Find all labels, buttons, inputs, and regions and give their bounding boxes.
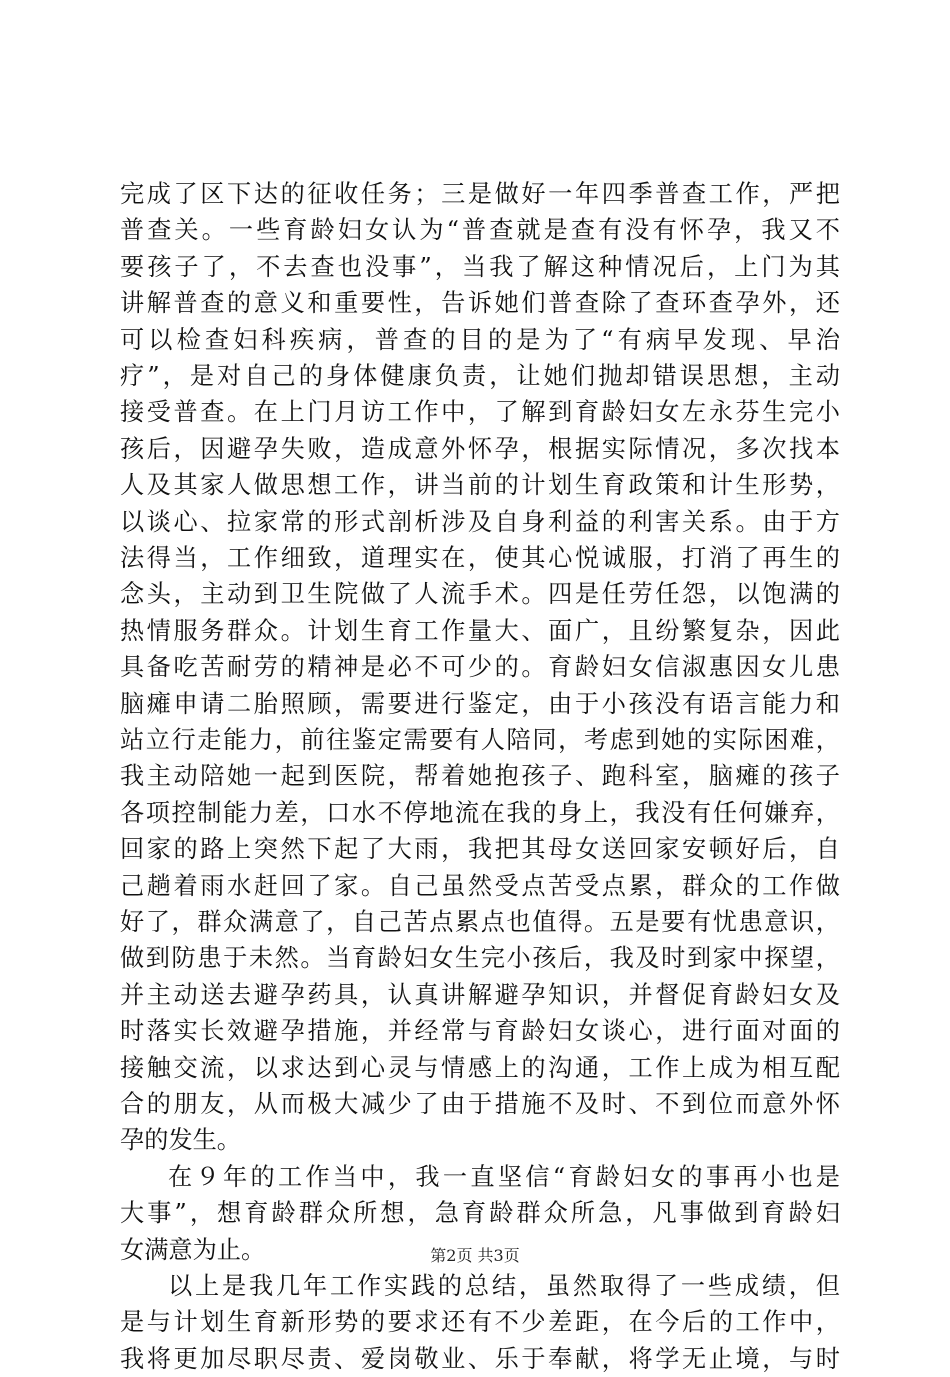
text-line: 是与计划生育新形势的要求还有不少差距，在今后的工作中， — [120, 1308, 840, 1337]
text-line: 脑瘫申请二胎照顾，需要进行鉴定，由于小孩没有语言能力和 — [120, 689, 840, 718]
text-line: 讲解普查的意义和重要性，告诉她们普查除了查环查孕外，还 — [120, 289, 840, 318]
text-line: 法得当，工作细致，道理实在，使其心悦诚服，打消了再生的 — [120, 544, 840, 572]
text-line: 我主动陪她一起到医院，帮着她抱孩子、跑科室，脑瘫的孩子 — [120, 762, 840, 791]
text-line: 合的朋友，从而极大减少了由于措施不及时、不到位而意外怀 — [120, 1090, 840, 1118]
text-line: 可以检查妇科疾病，普查的目的是为了“有病早发现、早治 — [120, 325, 840, 354]
text-line: 完成了区下达的征收任务；三是做好一年四季普查工作，严把 — [120, 180, 840, 208]
text-line: 疗”，是对自己的身体健康负责，让她们抛却错误思想，主动 — [120, 362, 840, 390]
text-line: 具备吃苦耐劳的精神是必不可少的。育龄妇女信淑惠因女儿患 — [120, 653, 840, 682]
text-line: 我将更加尽职尽责、爱岗敬业、乐于奉献，将学无止境，与时 — [120, 1344, 840, 1373]
text-line: 以谈心、拉家常的形式剖析涉及自身利益的利害关系。由于方 — [120, 507, 840, 536]
text-line: 热情服务群众。计划生育工作量大、面广，且纷繁复杂，因此 — [120, 616, 840, 645]
text-line: 大事”，想育龄群众所想，急育龄群众所急，凡事做到育龄妇 — [120, 1199, 840, 1228]
text-line: 站立行走能力，前往鉴定需要有人陪同，考虑到她的实际困难， — [120, 726, 840, 754]
page-footer: 第2页 共3页 — [430, 1246, 520, 1265]
text-line: 各项控制能力差，口水不停地流在我的身上，我没有任何嫌弃， — [120, 798, 840, 827]
text-line: 并主动送去避孕药具，认真讲解避孕知识，并督促育龄妇女及 — [120, 980, 840, 1009]
text-line: 回家的路上突然下起了大雨，我把其母女送回家安顿好后，自 — [120, 835, 840, 864]
text-line: 孩后，因避孕失败，造成意外怀孕，根据实际情况，多次找本 — [120, 434, 840, 463]
text-line: 孕的发生。 — [120, 1126, 241, 1155]
text-line: 时落实长效避孕措施，并经常与育龄妇女谈心，进行面对面的 — [120, 1017, 840, 1046]
text-line: 普查关。一些育龄妇女认为“普查就是查有没有怀孕，我又不 — [120, 216, 840, 245]
text-line: 做到防患于未然。当育龄妇女生完小孩后，我及时到家中探望， — [120, 944, 840, 973]
text-line: 以上是我几年工作实践的总结，虽然取得了一些成绩，但 — [168, 1272, 840, 1300]
text-line: 好了，群众满意了，自己苦点累点也值得。五是要有忧患意识， — [120, 908, 840, 936]
text-line: 要孩子了，不去查也没事”，当我了解这种情况后，上门为其 — [120, 252, 840, 281]
text-line: 人及其家人做思想工作，讲当前的计划生育政策和计生形势， — [120, 471, 840, 500]
text-line: 接受普查。在上门月访工作中，了解到育龄妇女左永芬生完小 — [120, 398, 840, 427]
text-line: 在９年的工作当中，我一直坚信“育龄妇女的事再小也是 — [168, 1162, 840, 1191]
text-line: 女满意为止。 — [120, 1235, 266, 1264]
text-line: 己趟着雨水赶回了家。自己虽然受点苦受点累，群众的工作做 — [120, 871, 840, 900]
text-line: 接触交流，以求达到心灵与情感上的沟通，工作上成为相互配 — [120, 1053, 840, 1082]
text-line: 念头，主动到卫生院做了人流手术。四是任劳任怨，以饱满的 — [120, 580, 840, 609]
